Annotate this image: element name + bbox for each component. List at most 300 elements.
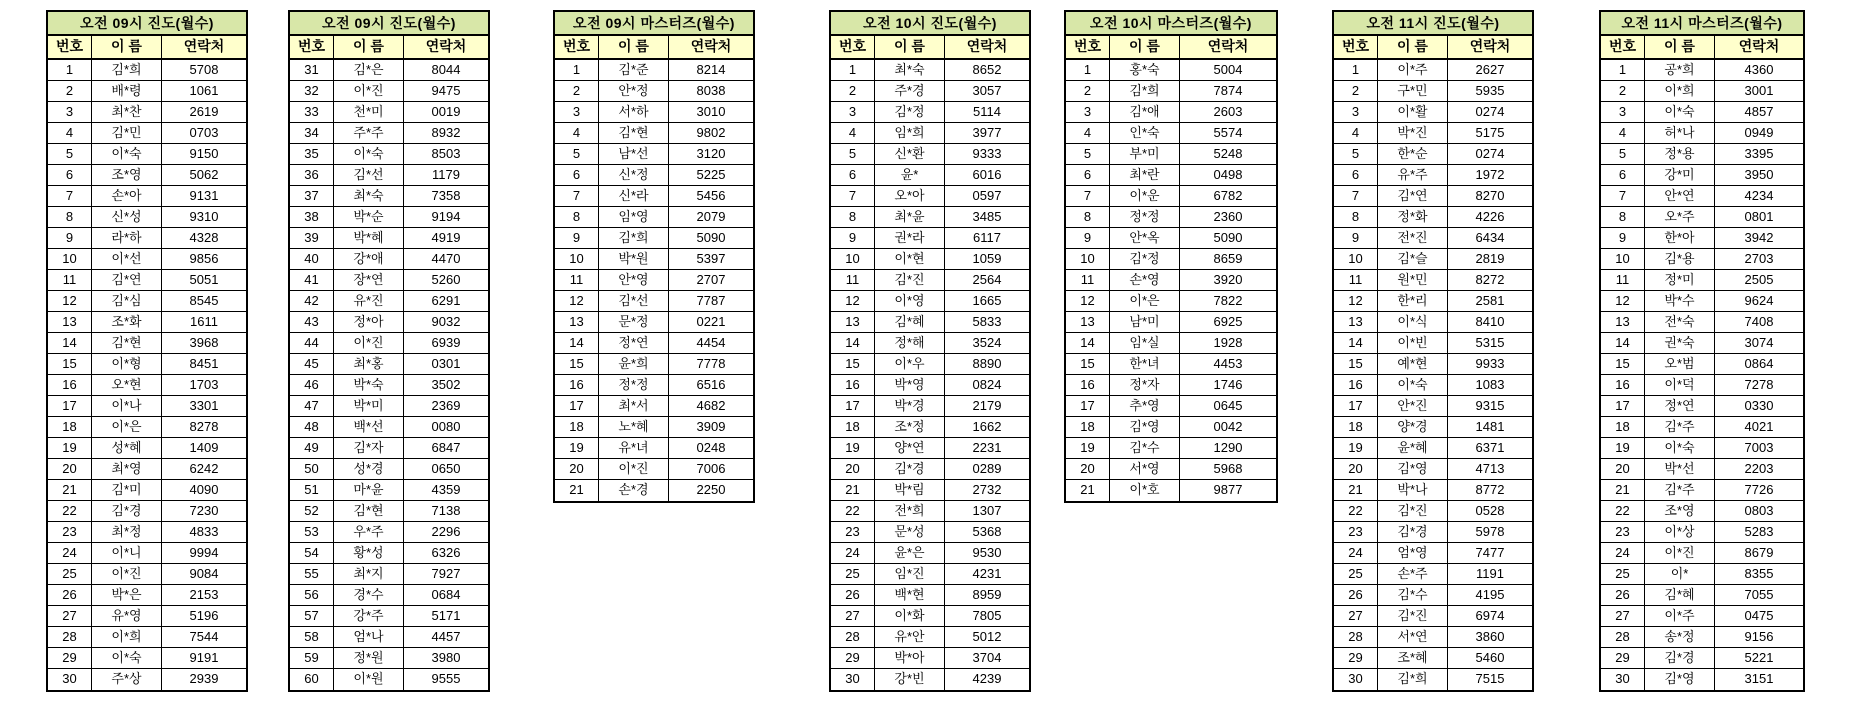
row-number-cell: 52 <box>290 501 334 521</box>
table-row <box>1601 480 1803 501</box>
column-header-number: 번호 <box>1601 36 1645 58</box>
row-number-cell: 27 <box>1334 606 1378 626</box>
name-cell: 서*연 <box>1378 627 1448 647</box>
row-number-cell: 14 <box>1066 333 1110 353</box>
name-cell: 신*성 <box>92 207 162 227</box>
row-number-cell: 20 <box>48 459 92 479</box>
name-cell: 이*진 <box>1645 543 1715 563</box>
table-row <box>1601 585 1803 606</box>
name-cell: 라*하 <box>92 228 162 248</box>
row-number-cell: 7 <box>48 186 92 206</box>
table-row <box>48 396 246 417</box>
table-row <box>290 480 488 501</box>
name-cell: 이*은 <box>92 417 162 437</box>
table-row <box>1066 207 1276 228</box>
name-cell: 조*영 <box>1645 501 1715 521</box>
name-cell: 손*영 <box>1110 270 1180 290</box>
name-cell: 한*아 <box>1645 228 1715 248</box>
table-row <box>290 333 488 354</box>
contact-cell: 4231 <box>972 566 1002 581</box>
row-number-cell: 21 <box>555 480 599 501</box>
table-row <box>1601 354 1803 375</box>
row-number-cell: 53 <box>290 522 334 542</box>
table-row <box>1601 165 1803 186</box>
table-row <box>831 501 1029 522</box>
name-cell: 임*실 <box>1110 333 1180 353</box>
contact-cell: 1191 <box>1476 566 1504 581</box>
name-cell: 최*지 <box>334 564 404 584</box>
row-number-cell: 19 <box>1601 438 1645 458</box>
contact-cell: 6326 <box>431 545 461 560</box>
table-row <box>1601 144 1803 165</box>
contact-cell: 5175 <box>1475 125 1505 140</box>
table-row <box>555 165 753 186</box>
table-row <box>1334 165 1532 186</box>
table-row <box>1601 81 1803 102</box>
row-number-cell: 20 <box>555 459 599 479</box>
contact-cell: 1972 <box>1475 167 1505 182</box>
table-row <box>48 228 246 249</box>
column-header-number: 번호 <box>1334 36 1378 58</box>
contact-cell: 1703 <box>189 377 219 392</box>
name-cell: 최*란 <box>1110 165 1180 185</box>
contact-cell: 8503 <box>431 146 461 161</box>
row-number-cell: 9 <box>1334 228 1378 248</box>
contact-cell: 6516 <box>696 377 726 392</box>
column-header-name: 이 름 <box>875 36 945 58</box>
row-number-cell: 2 <box>831 81 875 101</box>
row-number-cell: 3 <box>48 102 92 122</box>
column-header-contact: 연락처 <box>1469 38 1511 54</box>
contact-cell: 7822 <box>1213 293 1243 308</box>
table-row <box>555 270 753 291</box>
name-cell: 정*정 <box>1110 207 1180 227</box>
table-row <box>1601 459 1803 480</box>
row-number-cell: 20 <box>831 459 875 479</box>
contact-cell: 2939 <box>189 671 219 686</box>
row-number-cell: 16 <box>1601 375 1645 395</box>
table-row <box>48 543 246 564</box>
row-number-cell: 7 <box>1334 186 1378 206</box>
row-number-cell: 13 <box>1334 312 1378 332</box>
contact-cell: 8214 <box>696 62 726 77</box>
row-number-cell: 18 <box>555 417 599 437</box>
contact-cell: 5368 <box>972 524 1002 539</box>
row-number-cell: 21 <box>1334 480 1378 500</box>
contact-cell: 5708 <box>189 62 219 77</box>
contact-cell: 1611 <box>190 314 218 329</box>
name-cell: 윤*혜 <box>1378 438 1448 458</box>
table-row <box>48 81 246 102</box>
table-title: 오전 09시 마스터즈(월수) <box>555 12 753 36</box>
contact-cell: 7544 <box>189 629 219 644</box>
table-header-row <box>48 36 246 60</box>
name-cell: 전*진 <box>1378 228 1448 248</box>
contact-cell: 4454 <box>696 335 726 350</box>
contact-cell: 9084 <box>189 566 219 581</box>
table-row <box>831 564 1029 585</box>
name-cell: 경*수 <box>334 585 404 605</box>
row-number-cell: 29 <box>1334 648 1378 668</box>
contact-cell: 9475 <box>431 83 461 98</box>
table-row <box>1066 312 1276 333</box>
table-row <box>555 102 753 123</box>
contact-cell: 5221 <box>1744 650 1774 665</box>
contact-cell: 0080 <box>431 419 461 434</box>
contact-cell: 8038 <box>696 83 726 98</box>
table-row <box>1601 228 1803 249</box>
table-row <box>290 417 488 438</box>
name-cell: 임*영 <box>599 207 669 227</box>
name-cell: 정*화 <box>1378 207 1448 227</box>
row-number-cell: 10 <box>1066 249 1110 269</box>
contact-cell: 3704 <box>972 650 1002 665</box>
table-row <box>831 249 1029 270</box>
table-row <box>831 81 1029 102</box>
table-row <box>48 144 246 165</box>
table-row <box>48 585 246 606</box>
name-cell: 김*심 <box>92 291 162 311</box>
row-number-cell: 28 <box>48 627 92 647</box>
name-cell: 서*하 <box>599 102 669 122</box>
column-header-contact: 연락처 <box>1207 38 1249 54</box>
name-cell: 예*현 <box>1378 354 1448 374</box>
table-row <box>1066 438 1276 459</box>
row-number-cell: 12 <box>1334 291 1378 311</box>
name-cell: 성*경 <box>334 459 404 479</box>
table-row <box>1334 606 1532 627</box>
contact-cell: 3950 <box>1744 167 1774 182</box>
name-cell: 한*순 <box>1378 144 1448 164</box>
name-cell: 남*선 <box>599 144 669 164</box>
table-row <box>1334 312 1532 333</box>
table-body <box>1066 60 1276 501</box>
table-row <box>1334 249 1532 270</box>
name-cell: 김*혜 <box>875 312 945 332</box>
name-cell: 전*숙 <box>1645 312 1715 332</box>
contact-cell: 9994 <box>189 545 219 560</box>
contact-cell: 2703 <box>1744 251 1774 266</box>
contact-cell: 7726 <box>1744 482 1774 497</box>
table-row <box>290 81 488 102</box>
table-row <box>1601 123 1803 144</box>
contact-cell: 7278 <box>1744 377 1774 392</box>
name-cell: 문*정 <box>599 312 669 332</box>
table-row <box>831 438 1029 459</box>
contact-cell: 2581 <box>1475 293 1505 308</box>
name-cell: 이*숙 <box>1378 375 1448 395</box>
contact-cell: 4239 <box>972 671 1002 686</box>
table-body <box>555 60 753 501</box>
row-number-cell: 9 <box>1601 228 1645 248</box>
table-row <box>290 438 488 459</box>
table-row <box>831 396 1029 417</box>
contact-cell: 6434 <box>1475 230 1505 245</box>
name-cell: 구*민 <box>1378 81 1448 101</box>
row-number-cell: 17 <box>831 396 875 416</box>
name-cell: 김*경 <box>1645 648 1715 668</box>
row-number-cell: 30 <box>48 669 92 690</box>
contact-cell: 2619 <box>189 104 219 119</box>
row-number-cell: 26 <box>1601 585 1645 605</box>
row-number-cell: 14 <box>1334 333 1378 353</box>
column-header-number: 번호 <box>555 36 599 58</box>
contact-cell: 2369 <box>431 398 461 413</box>
name-cell: 이*숙 <box>1645 102 1715 122</box>
table-row <box>831 543 1029 564</box>
contact-cell: 3151 <box>1744 671 1774 686</box>
name-cell: 박*수 <box>1645 291 1715 311</box>
name-cell: 박*진 <box>1378 123 1448 143</box>
table-row <box>1334 123 1532 144</box>
contact-cell: 8932 <box>431 125 461 140</box>
contact-cell: 5574 <box>1213 125 1243 140</box>
contact-cell: 7515 <box>1475 671 1505 686</box>
table-row <box>1601 186 1803 207</box>
row-number-cell: 49 <box>290 438 334 458</box>
contact-cell: 0949 <box>1744 125 1774 140</box>
contact-cell: 1059 <box>972 251 1002 266</box>
table-row <box>555 123 753 144</box>
table-row <box>1066 396 1276 417</box>
column-header-contact: 연락처 <box>690 38 732 54</box>
table-row <box>290 375 488 396</box>
row-number-cell: 21 <box>1601 480 1645 500</box>
row-number-cell: 28 <box>1601 627 1645 647</box>
name-cell: 오*범 <box>1645 354 1715 374</box>
contact-cell: 0801 <box>1744 209 1774 224</box>
row-number-cell: 20 <box>1334 459 1378 479</box>
table-row <box>1066 249 1276 270</box>
row-number-cell: 23 <box>1601 522 1645 542</box>
table-row <box>1334 396 1532 417</box>
contact-cell: 2079 <box>696 209 726 224</box>
table-row <box>1334 291 1532 312</box>
name-cell: 김*희 <box>92 60 162 80</box>
row-number-cell: 29 <box>48 648 92 668</box>
column-header-name: 이 름 <box>334 36 404 58</box>
name-cell: 이*운 <box>1110 186 1180 206</box>
table-row <box>1066 81 1276 102</box>
row-number-cell: 19 <box>555 438 599 458</box>
contact-cell: 4021 <box>1744 419 1774 434</box>
contact-cell: 3074 <box>1744 335 1774 350</box>
row-number-cell: 18 <box>1066 417 1110 437</box>
row-number-cell: 6 <box>555 165 599 185</box>
row-number-cell: 11 <box>1066 270 1110 290</box>
contact-cell: 6847 <box>431 440 461 455</box>
row-number-cell: 6 <box>1334 165 1378 185</box>
contact-cell: 0330 <box>1744 398 1774 413</box>
table-row <box>1334 144 1532 165</box>
name-cell: 김*진 <box>875 270 945 290</box>
row-number-cell: 22 <box>831 501 875 521</box>
contact-cell: 2564 <box>972 272 1002 287</box>
row-number-cell: 18 <box>1334 417 1378 437</box>
table-row <box>290 228 488 249</box>
contact-cell: 5225 <box>696 167 726 182</box>
name-cell: 김*경 <box>1378 522 1448 542</box>
table-row <box>48 606 246 627</box>
name-cell: 우*주 <box>334 522 404 542</box>
row-number-cell: 19 <box>48 438 92 458</box>
contact-cell: 0864 <box>1744 356 1774 371</box>
contact-cell: 2819 <box>1475 251 1505 266</box>
name-cell: 최*숙 <box>875 60 945 80</box>
name-cell: 오*주 <box>1645 207 1715 227</box>
table-title: 오전 11시 마스터즈(월수) <box>1601 12 1803 36</box>
table-row <box>290 249 488 270</box>
name-cell: 정*해 <box>875 333 945 353</box>
name-cell: 이*주 <box>1645 606 1715 626</box>
contact-cell: 7477 <box>1475 545 1505 560</box>
contact-cell: 4226 <box>1475 209 1505 224</box>
table-row <box>290 186 488 207</box>
name-cell: 유*영 <box>92 606 162 626</box>
table-row <box>555 186 753 207</box>
contact-cell: 0301 <box>431 356 461 371</box>
name-cell: 정*자 <box>1110 375 1180 395</box>
name-cell: 박*원 <box>599 249 669 269</box>
table-row <box>1334 354 1532 375</box>
table-title: 오전 09시 진도(월수) <box>48 12 246 36</box>
name-cell: 김*선 <box>334 165 404 185</box>
name-cell: 김*수 <box>1110 438 1180 458</box>
contact-cell: 8410 <box>1475 314 1505 329</box>
table-row <box>1334 585 1532 606</box>
table-header-row <box>1066 36 1276 60</box>
table-row <box>290 312 488 333</box>
contact-cell: 5260 <box>431 272 461 287</box>
row-number-cell: 56 <box>290 585 334 605</box>
table-row <box>555 438 753 459</box>
table-row <box>1066 123 1276 144</box>
table-row <box>1334 480 1532 501</box>
name-cell: 김*주 <box>1645 417 1715 437</box>
contact-cell: 5051 <box>189 272 219 287</box>
name-cell: 문*성 <box>875 522 945 542</box>
contact-cell: 0019 <box>431 104 461 119</box>
name-cell: 오*아 <box>875 186 945 206</box>
row-number-cell: 55 <box>290 564 334 584</box>
contact-cell: 3502 <box>431 377 461 392</box>
column-header-contact: 연락처 <box>1738 38 1780 54</box>
name-cell: 박*영 <box>875 375 945 395</box>
table-row <box>1334 186 1532 207</box>
contact-cell: 4457 <box>431 629 461 644</box>
name-cell: 전*희 <box>875 501 945 521</box>
name-cell: 송*정 <box>1645 627 1715 647</box>
contact-cell: 0274 <box>1475 104 1505 119</box>
row-number-cell: 11 <box>831 270 875 290</box>
contact-cell: 3395 <box>1744 146 1774 161</box>
row-number-cell: 15 <box>1601 354 1645 374</box>
table-row <box>1601 291 1803 312</box>
row-number-cell: 14 <box>48 333 92 353</box>
table-header-row <box>1601 36 1803 60</box>
contact-cell: 8044 <box>431 62 461 77</box>
table-row <box>555 354 753 375</box>
contact-cell: 1290 <box>1213 440 1243 455</box>
contact-cell: 7805 <box>972 608 1002 623</box>
row-number-cell: 28 <box>1334 627 1378 647</box>
name-cell: 조*화 <box>92 312 162 332</box>
name-cell: 최*정 <box>92 522 162 542</box>
table-row <box>290 564 488 585</box>
row-number-cell: 1 <box>555 60 599 80</box>
table-row <box>555 459 753 480</box>
contact-cell: 0475 <box>1744 608 1774 623</box>
row-number-cell: 12 <box>1066 291 1110 311</box>
contact-cell: 3001 <box>1744 83 1774 98</box>
table-row <box>1601 312 1803 333</box>
table-row <box>48 648 246 669</box>
table-row <box>290 459 488 480</box>
row-number-cell: 5 <box>1334 144 1378 164</box>
table-row <box>290 648 488 669</box>
row-number-cell: 27 <box>831 606 875 626</box>
name-cell: 엄*영 <box>1378 543 1448 563</box>
name-cell: 이*진 <box>599 459 669 479</box>
row-number-cell: 38 <box>290 207 334 227</box>
name-cell: 이*덕 <box>1645 375 1715 395</box>
contact-cell: 5968 <box>1213 461 1243 476</box>
table-row <box>48 627 246 648</box>
row-number-cell: 45 <box>290 354 334 374</box>
roster-table <box>1332 10 1534 692</box>
contact-cell: 8272 <box>1475 272 1505 287</box>
row-number-cell: 19 <box>1334 438 1378 458</box>
table-row <box>831 228 1029 249</box>
contact-cell: 6925 <box>1213 314 1243 329</box>
table-row <box>48 186 246 207</box>
row-number-cell: 5 <box>1601 144 1645 164</box>
contact-cell: 4470 <box>431 251 461 266</box>
row-number-cell: 57 <box>290 606 334 626</box>
contact-cell: 2231 <box>972 440 1002 455</box>
name-cell: 양*연 <box>875 438 945 458</box>
table-row <box>290 396 488 417</box>
contact-cell: 4833 <box>189 524 219 539</box>
row-number-cell: 22 <box>48 501 92 521</box>
row-number-cell: 3 <box>831 102 875 122</box>
table-row <box>290 606 488 627</box>
contact-cell: 0528 <box>1475 503 1505 518</box>
row-number-cell: 8 <box>48 207 92 227</box>
name-cell: 이*영 <box>875 291 945 311</box>
name-cell: 박*은 <box>92 585 162 605</box>
table-row <box>48 501 246 522</box>
table-row <box>48 312 246 333</box>
table-header-row <box>290 36 488 60</box>
contact-cell: 4360 <box>1744 62 1774 77</box>
contact-cell: 2179 <box>972 398 1002 413</box>
table-row <box>1334 669 1532 690</box>
row-number-cell: 41 <box>290 270 334 290</box>
name-cell: 박*숙 <box>334 375 404 395</box>
contact-cell: 5315 <box>1475 335 1505 350</box>
table-row <box>831 417 1029 438</box>
table-header-row <box>1334 36 1532 60</box>
contact-cell: 7006 <box>696 461 726 476</box>
table-body <box>831 60 1029 690</box>
table-row <box>831 459 1029 480</box>
row-number-cell: 14 <box>831 333 875 353</box>
name-cell: 안*정 <box>599 81 669 101</box>
contact-cell: 0221 <box>696 314 726 329</box>
row-number-cell: 22 <box>1601 501 1645 521</box>
table-row <box>1066 459 1276 480</box>
